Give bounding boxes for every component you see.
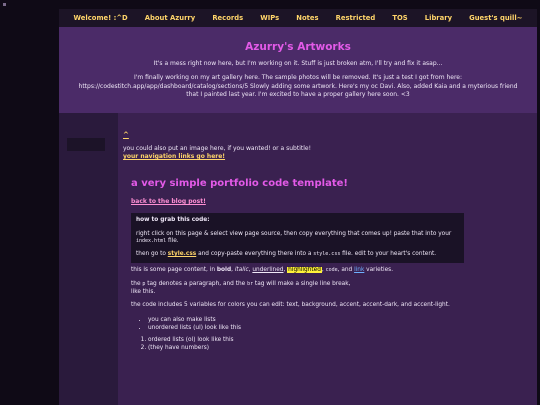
list-item: 2. (they have numbers) xyxy=(148,344,471,352)
code-p-tag: p xyxy=(142,280,146,287)
list-item: 1. ordered lists (ol) look like this xyxy=(148,336,471,344)
nav-guest-quill[interactable]: Guest's quill~ xyxy=(469,14,523,22)
howto-step-1-text: right click on this page & select view page source, then copy everything that comes up! paste that into your xyxy=(136,230,452,237)
fmt-text-c: , xyxy=(248,267,253,274)
fmt-text-e: , xyxy=(321,267,326,274)
fmt-text-f: , and xyxy=(337,267,355,274)
intro-notice: It's a mess right now here, but I'm working on it. Stuff is just broken atm, I'll try and fix it asap... xyxy=(153,60,443,67)
howto-step-2 xyxy=(136,251,459,259)
fmt-text-a: this is some page content, in xyxy=(131,267,217,274)
nav-tos[interactable]: TOS xyxy=(392,14,408,22)
formatting-paragraph xyxy=(131,267,471,275)
fmt-highlighted: highlighted xyxy=(288,267,321,274)
howto-title: how to grab this code: xyxy=(136,217,210,223)
tags-text-a: the xyxy=(131,280,143,287)
back-to-blog-link[interactable]: back to the blog post! xyxy=(131,198,206,205)
main-content xyxy=(123,131,531,356)
navigation-link[interactable]: your navigation links go here! xyxy=(123,153,226,160)
fmt-text-b: , xyxy=(231,267,235,274)
nav-wips[interactable]: WIPs xyxy=(260,14,280,22)
caret-link[interactable]: ^ xyxy=(123,131,129,139)
nav-notes[interactable]: Notes xyxy=(296,14,319,22)
fmt-code: code xyxy=(325,267,338,274)
nav-about[interactable]: About Azurry xyxy=(144,14,196,22)
tags-text-b: tag denotes a paragraph, and the xyxy=(145,280,248,287)
ordered-list xyxy=(131,336,471,352)
sidebar-box xyxy=(67,138,105,151)
nav-welcome[interactable]: Welcome! :^D xyxy=(73,14,128,22)
page-frame xyxy=(59,9,537,405)
howto-step-2-text: then go to xyxy=(136,250,168,257)
code-style-css: style.css xyxy=(313,250,341,257)
howto-step-2-end: file. edit to your heart's content. xyxy=(340,250,437,257)
top-nav xyxy=(59,9,537,27)
fmt-text-g: varieties. xyxy=(364,267,394,274)
site-header xyxy=(59,27,537,113)
howto-step-1 xyxy=(136,231,459,246)
code-index-html: index.html xyxy=(136,238,167,245)
howto-step-2-mid: and copy-paste everything there into a xyxy=(196,250,314,257)
sidebar xyxy=(59,113,118,405)
variables-paragraph: the code includes 5 variables for colors you can edit: text, background, accent, accent-dark, and accent-light. xyxy=(131,302,450,309)
fmt-text-d: , xyxy=(283,267,288,274)
code-br-tag: br xyxy=(247,280,254,287)
howto-box xyxy=(131,213,464,263)
list-item: • you can also make lists xyxy=(148,316,471,324)
style-css-link[interactable]: style.css xyxy=(167,250,197,257)
unordered-list xyxy=(131,316,471,332)
tags-paragraph xyxy=(131,281,471,296)
fmt-italic: italic xyxy=(234,267,249,274)
nav-restricted[interactable]: Restricted xyxy=(335,14,376,22)
post xyxy=(131,178,471,352)
site-title: Azurry's Artworks xyxy=(245,41,351,53)
fmt-bold: bold xyxy=(216,267,232,274)
subtitle-text: you could also put an image here, if you wanted! or a subtitle! xyxy=(123,145,311,152)
intro-description: I'm finally working on my art gallery here. The sample photos will be removed. It's just a test I got from here: https://codestitch.app/app/dashboard/catalog/sections/5 Slowly adding some artwork. Here's my oc Davi. Also, added Kaia and a myterious friend that I painted last year. I'm excited to have a proper gallery here soon. <3 xyxy=(78,74,518,99)
fmt-link[interactable]: link xyxy=(354,267,365,274)
tags-text-d: like this. xyxy=(131,288,156,295)
nav-library[interactable]: Library xyxy=(424,14,453,22)
list-item: • unordered lists (ul) look like this xyxy=(148,324,471,332)
howto-step-1-end: file. xyxy=(166,238,179,245)
fmt-underlined: underlined xyxy=(252,267,284,274)
tags-text-c: tag will make a single line break, xyxy=(253,280,351,287)
nav-records[interactable]: Records xyxy=(212,14,244,22)
corner-dot xyxy=(3,3,6,6)
post-title: a very simple portfolio code template! xyxy=(131,178,348,189)
